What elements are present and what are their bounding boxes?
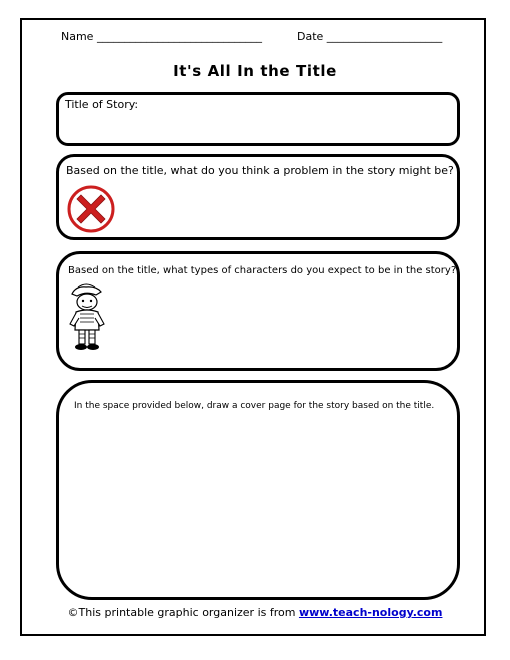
cover-page-prompt: In the space provided below, draw a cover page for the story based on the title. — [74, 401, 435, 411]
date-line: Date _____________________ — [297, 30, 443, 43]
worksheet-title: It's All In the Title — [173, 62, 337, 80]
footer-link[interactable]: www.teach-nology.com — [298, 606, 443, 619]
red-x-icon — [66, 184, 116, 234]
footer — [0, 606, 510, 619]
characters-prompt: Based on the title, what types of characters do you expect to be in the story? — [68, 265, 457, 276]
cartoon-kid-icon — [66, 282, 108, 356]
title-of-story-prompt: Title of Story: — [65, 98, 139, 111]
name-line: Name ______________________________ — [61, 30, 262, 43]
cover-page-box[interactable] — [56, 380, 460, 600]
problem-prompt: Based on the title, what do you think a problem in the story might be? — [66, 164, 454, 177]
footer-text: ©This printable graphic organizer is from — [67, 606, 299, 619]
